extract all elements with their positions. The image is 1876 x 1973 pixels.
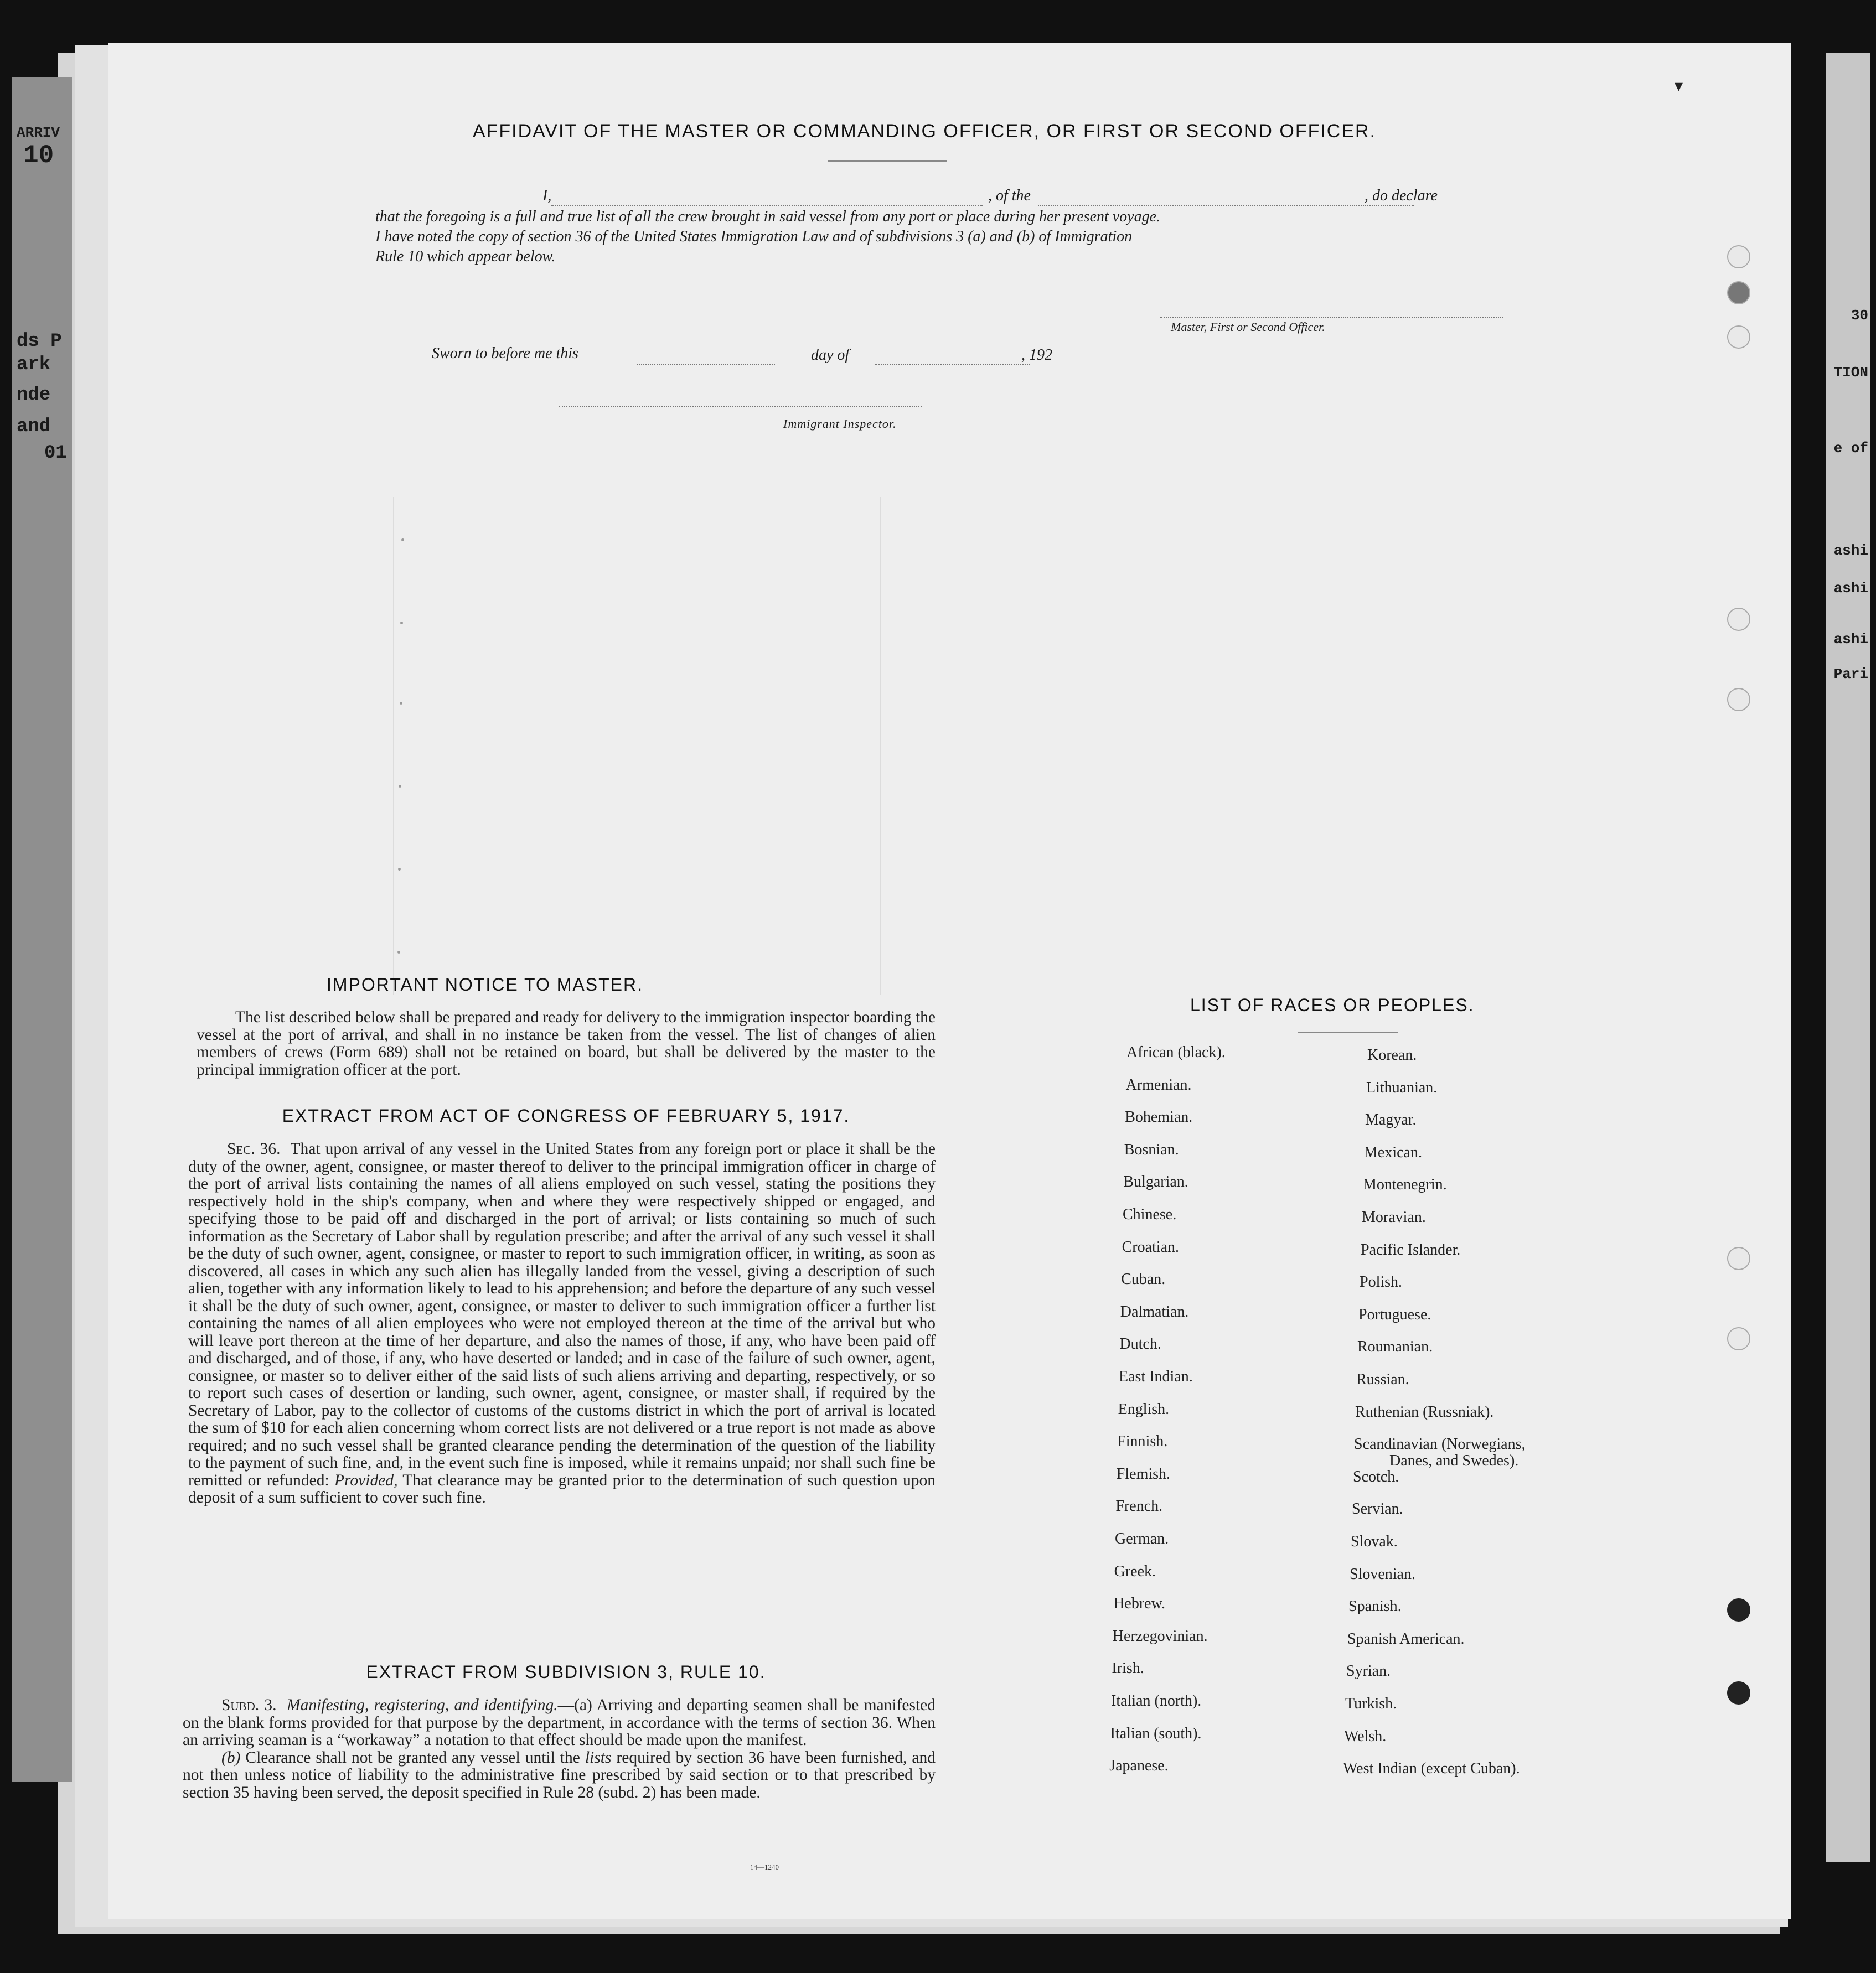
race-item: Italian (south). xyxy=(1110,1725,1202,1742)
b-text-1: Clearance shall not be granted any vessel until the xyxy=(245,1748,580,1767)
race-item: Bulgarian. xyxy=(1123,1173,1188,1191)
sec-label: Sec. 36. xyxy=(227,1140,281,1158)
form-page xyxy=(108,43,1791,1919)
race-item: Japanese. xyxy=(1109,1757,1169,1775)
binder-hole xyxy=(1727,1681,1750,1705)
race-item: Korean. xyxy=(1367,1047,1417,1064)
notice-text xyxy=(197,1009,936,1079)
left-fragment: ark xyxy=(17,354,51,375)
race-item: Lithuanian. xyxy=(1366,1079,1438,1096)
race-item: Chinese. xyxy=(1123,1206,1177,1223)
binder-hole xyxy=(1727,281,1750,304)
master-signature-blank[interactable] xyxy=(1160,317,1503,318)
left-fragment: ds P xyxy=(17,331,62,352)
right-fragment: Pari xyxy=(1833,666,1868,682)
race-item: Mexican. xyxy=(1364,1143,1422,1161)
race-item: Welsh. xyxy=(1344,1727,1387,1745)
notice-title: IMPORTANT NOTICE TO MASTER. xyxy=(327,975,643,995)
race-item: Bosnian. xyxy=(1124,1141,1179,1158)
race-item: Cuban. xyxy=(1121,1271,1166,1288)
master-signature-label: Master, First or Second Officer. xyxy=(1171,320,1325,334)
b-lists: lists xyxy=(585,1748,612,1767)
right-fragment: 30 xyxy=(1851,307,1868,324)
race-item: Irish. xyxy=(1112,1660,1144,1677)
year-label: , 192 xyxy=(1021,346,1052,364)
race-item: Finnish. xyxy=(1117,1433,1168,1451)
a-label: —(a) xyxy=(557,1696,592,1714)
faint-dot xyxy=(399,785,401,788)
left-fragment: nde xyxy=(17,385,51,406)
race-item: Italian (north). xyxy=(1111,1692,1202,1710)
left-fragment: and xyxy=(17,416,51,437)
right-fragment: e of xyxy=(1833,440,1868,457)
race-item: French. xyxy=(1115,1498,1163,1515)
rule-paragraph-b xyxy=(183,1749,936,1802)
race-item: Scandinavian (Norwegians, xyxy=(1354,1436,1526,1453)
race-item: Scotch. xyxy=(1353,1468,1399,1485)
race-item: Bohemian. xyxy=(1125,1109,1193,1126)
faint-column xyxy=(880,497,881,995)
binder-hole xyxy=(1727,1247,1750,1270)
binder-hole xyxy=(1727,688,1750,711)
affidavit-title: AFFIDAVIT OF THE MASTER OR COMMANDING OFFICER, OR FIRST OR SECOND OFFICER. xyxy=(472,121,1377,142)
race-item: Pacific Islander. xyxy=(1361,1241,1461,1259)
inspector-label: Immigrant Inspector. xyxy=(783,417,897,431)
title-underline xyxy=(828,160,947,162)
act-title: EXTRACT FROM ACT OF CONGRESS OF FEBRUARY 5, 1917. xyxy=(282,1106,850,1126)
race-item: Herzegovinian. xyxy=(1112,1627,1208,1645)
race-item: Montenegrin. xyxy=(1363,1176,1447,1194)
do-declare-label: , do declare xyxy=(1365,187,1438,204)
sworn-label: Sworn to before me this xyxy=(432,345,578,362)
faint-dot xyxy=(398,868,401,871)
faint-column xyxy=(393,497,394,995)
left-fragment: 01 xyxy=(44,443,67,464)
race-item: Turkish. xyxy=(1345,1695,1397,1712)
race-item: Spanish. xyxy=(1348,1598,1402,1615)
right-fragment: ashi xyxy=(1833,580,1868,597)
name-blank[interactable] xyxy=(551,205,983,206)
race-item: Slovak. xyxy=(1351,1533,1398,1550)
act-paragraph xyxy=(188,1141,936,1507)
i-label: I, xyxy=(542,187,552,204)
race-item: Magyar. xyxy=(1365,1111,1417,1129)
affidavit-line-2: I have noted the copy of section 36 of the United States Immigration Law and of subdivisions 3 (a) and (b) of Immigration xyxy=(375,228,1133,245)
race-item: Slovenian. xyxy=(1350,1565,1415,1583)
race-item: English. xyxy=(1118,1400,1170,1418)
race-item: Dalmatian. xyxy=(1120,1303,1189,1320)
b-label: (b) xyxy=(221,1748,241,1767)
day-blank[interactable] xyxy=(637,364,775,365)
right-edge-strip xyxy=(1826,53,1870,1862)
race-item: Roumanian. xyxy=(1357,1338,1433,1356)
inspector-signature-blank[interactable] xyxy=(559,406,922,407)
subd-heading: Manifesting, registering, and identifying. xyxy=(287,1696,558,1714)
left-fragment: 10 xyxy=(23,141,54,170)
corner-mark: ▾ xyxy=(1675,77,1683,95)
right-fragment: TION xyxy=(1833,364,1868,381)
race-item: Dutch. xyxy=(1119,1335,1161,1353)
act-body-end: That clearance may be granted prior to the determination of such question upon deposit of a sum sufficient to cover such fine. xyxy=(188,1471,936,1506)
right-fragment: ashi xyxy=(1833,542,1868,559)
rule-title: EXTRACT FROM SUBDIVISION 3, RULE 10. xyxy=(366,1662,766,1682)
faint-dot xyxy=(397,951,400,954)
right-fragment: ashi xyxy=(1833,631,1868,648)
provided-word: Provided, xyxy=(334,1471,398,1489)
race-item: West Indian (except Cuban). xyxy=(1343,1760,1520,1778)
faint-dot xyxy=(401,538,404,541)
race-item: Syrian. xyxy=(1346,1663,1391,1680)
race-item: Hebrew. xyxy=(1113,1595,1165,1613)
faint-dot xyxy=(400,622,403,624)
race-item: Croatian. xyxy=(1122,1238,1180,1256)
act-text xyxy=(188,1141,936,1507)
a-text: Arriving and departing seamen shall be manifested on the blank forms provided for that purpose by the department, in accordance with the terms of section 36. When an arriving seaman is a “workaway” a notation to that effect should be made upon the manifest. xyxy=(183,1696,936,1749)
binder-hole xyxy=(1727,325,1750,349)
race-item: Ruthenian (Russniak). xyxy=(1355,1403,1494,1421)
vessel-blank[interactable] xyxy=(1038,205,1414,206)
race-item: Spanish American. xyxy=(1347,1630,1465,1648)
affidavit-line-1: that the foregoing is a full and true list of all the crew brought in said vessel from any port or place during her present voyage. xyxy=(375,208,1161,225)
rule-paragraph-a xyxy=(183,1697,936,1749)
b-text-2: required by section 36 have been furnished, and not then unless notice of liability to the administrative fine prescribed by said section or to that prescribed by section 35 having been served, the deposit specified in Rule 28 (subd. 2) has been made. xyxy=(183,1748,936,1801)
form-number: 14—1240 xyxy=(750,1863,779,1871)
race-item: German. xyxy=(1115,1530,1169,1547)
act-body: That upon arrival of any vessel in the United States from any foreign port or place it shall be the duty of the owner, agent, consignee, or master thereof to deliver to the principal immigration officer in charge of the port of arrival lists containing the names of all aliens employed on such vessel, stating the positions they respectively hold in the ship's company, when and where they were respectively shipped or engaged, and specifying those to be paid off and discharged in the port of arrival; or lists containing so much of such information as the Secretary of Labor shall by regulation prescribe; and after the arrival of any such vessel it shall be the duty of such owner, agent, consignee, or master to report to such immigration officer, in writing, as soon as discovered, all cases in which any such alien has illegally landed from the vessel, giving a description of such alien, together with any information likely to lead to his apprehension; and before the departure of any such vessel it shall be the duty of such owner, agent, consignee, or master to deliver to such immigration officer a further list containing the names of all alien employees who were not employed thereon at the time of the arrival but who will leave port thereon at the time of her departure, and also the names of those, if any, who have been paid off and discharged, and of those, if any, who have deserted or landed; and in case of the failure of such owner, agent, consignee, or master so to deliver either of the said lists of such aliens arriving and departing, respectively, or so to report such cases of desertion or landing, such owner, agent, consignee, or master shall, if required by the Secretary of Labor, pay to the collector of customs of the customs district in which the port of arrival is located the sum of $10 for each alien concerning whom correct lists are not delivered or a true report is not made as above required; and no such vessel shall be granted clearance pending the determination of the question of the liability to the payment of such fine, and, in the event such fine is imposed, while it remains unpaid; nor shall such fine be remitted or refunded: xyxy=(188,1140,936,1489)
race-item: Moravian. xyxy=(1362,1209,1426,1226)
race-item: African (black). xyxy=(1126,1044,1226,1061)
binder-hole xyxy=(1727,245,1750,268)
month-blank[interactable] xyxy=(875,364,1030,365)
race-item: Servian. xyxy=(1352,1500,1403,1518)
notice-paragraph: The list described below shall be prepared and ready for delivery to the immigration inspector boarding the vessel at the port of arrival, and shall in no instance be taken from the vessel. The list of changes of alien members of crews (Form 689) shall not be retained on board, but shall be delivered by the master to the principal immigration officer at the port. xyxy=(197,1008,936,1079)
race-item: East Indian. xyxy=(1119,1368,1193,1385)
race-item: Flemish. xyxy=(1116,1465,1171,1483)
left-fragment: ARRIV xyxy=(17,125,60,141)
subd-label: Subd. 3. xyxy=(221,1696,277,1714)
races-title: LIST OF RACES OR PEOPLES. xyxy=(1190,995,1475,1015)
race-item: Armenian. xyxy=(1125,1076,1192,1094)
of-the-label: , of the xyxy=(988,187,1031,204)
day-of-label: day of xyxy=(811,346,850,364)
binder-hole xyxy=(1727,1598,1750,1622)
rule-text xyxy=(183,1697,936,1801)
race-item: Greek. xyxy=(1114,1562,1156,1580)
affidavit-line-3: Rule 10 which appear below. xyxy=(375,248,556,265)
binder-hole xyxy=(1727,1327,1750,1350)
binder-hole xyxy=(1727,608,1750,631)
race-item-continuation: Danes, and Swedes). xyxy=(1389,1452,1519,1470)
faint-dot xyxy=(400,702,402,705)
race-item: Portuguese. xyxy=(1358,1306,1431,1323)
race-item: Polish. xyxy=(1360,1273,1403,1291)
race-item: Russian. xyxy=(1356,1371,1409,1388)
races-underline xyxy=(1298,1032,1398,1033)
